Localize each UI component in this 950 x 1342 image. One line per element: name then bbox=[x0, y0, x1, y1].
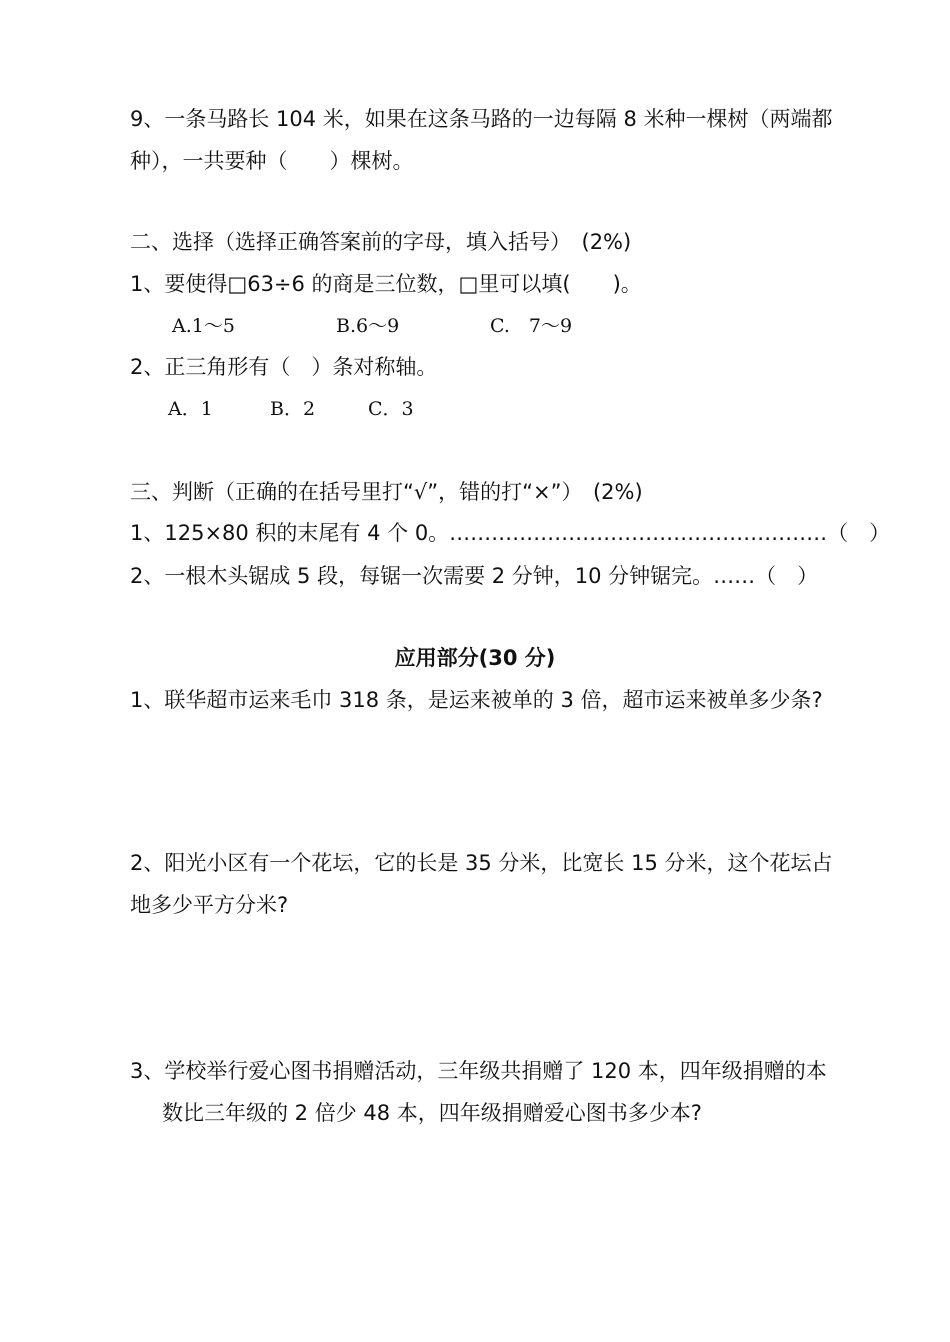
choice-2-option-a: A．1 bbox=[168, 398, 213, 420]
choice-question-1: 1、要使得□63÷6 的商是三位数，□里可以填( )。 bbox=[130, 272, 642, 296]
section-two-heading: 二、选择（选择正确答案前的字母，填入括号） (2%) bbox=[130, 230, 632, 254]
judge-question-1: 1、125×80 积的末尾有 4 个 0。………………………………………………（ ） bbox=[130, 521, 891, 545]
application-question-3-line-1: 3、学校举行爱心图书捐赠活动，三年级共捐赠了 120 本，四年级捐赠的本 bbox=[130, 1059, 827, 1083]
section-three-heading: 三、判断（正确的在括号里打“√”，错的打“×”） (2%) bbox=[130, 480, 643, 504]
choice-question-2: 2、正三角形有（ ）条对称轴。 bbox=[130, 355, 438, 379]
choice-1-option-b: B.6～9 bbox=[336, 315, 400, 337]
question-9-line-1: 9、一条马路长 104 米，如果在这条马路的一边每隔 8 米种一棵树（两端都 bbox=[130, 107, 833, 131]
application-question-2-line-2: 地多少平方分米? bbox=[130, 893, 289, 917]
choice-2-option-b: B．2 bbox=[270, 398, 316, 420]
application-question-2-line-1: 2、阳光小区有一个花坛，它的长是 35 分米，比宽长 15 分米，这个花坛占 bbox=[130, 851, 833, 875]
choice-1-option-c: C. 7～9 bbox=[490, 315, 573, 337]
question-9-line-2: 种），一共要种（ ）棵树。 bbox=[130, 149, 414, 173]
choice-1-option-a: A.1～5 bbox=[172, 315, 235, 337]
choice-2-option-c: C．3 bbox=[368, 398, 414, 420]
application-question-3-line-2: 数比三年级的 2 倍少 48 本，四年级捐赠爱心图书多少本? bbox=[162, 1101, 702, 1125]
application-question-1: 1、联华超市运来毛巾 318 条，是运来被单的 3 倍，超市运来被单多少条? bbox=[130, 688, 823, 712]
judge-question-2: 2、一根木头锯成 5 段，每锯一次需要 2 分钟，10 分钟锯完。……（ ） bbox=[130, 564, 819, 588]
application-section-title: 应用部分(30 分) bbox=[394, 646, 556, 670]
